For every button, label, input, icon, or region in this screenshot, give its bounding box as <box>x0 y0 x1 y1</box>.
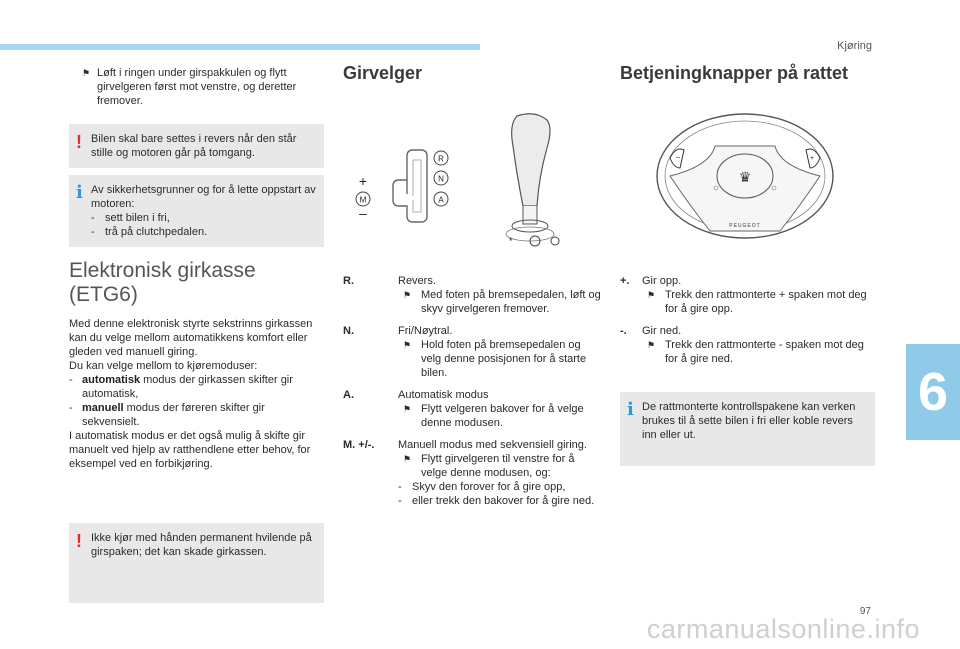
gate-outline <box>393 150 427 222</box>
minus-sign: – <box>359 205 367 221</box>
light-indicator-icon <box>551 237 559 245</box>
list-item: - manuell modus der føreren skifter gir sekvensielt. <box>69 402 265 428</box>
letter-r: R <box>438 154 444 164</box>
info-box-safety: i Av sikkerhetsgrunner og for å lette oppstart av motoren: - sett bilen i fri, - trå på clutchpedalen. <box>69 175 324 247</box>
list-item: - trå på clutchpedalen. <box>91 226 208 238</box>
warning-exclamation-icon: ! <box>76 132 82 152</box>
paddle-definitions <box>620 266 875 466</box>
heading-girvelger: Girvelger <box>343 63 423 83</box>
letter-a: A <box>438 195 444 205</box>
paddle-minus-label: – <box>676 154 680 161</box>
def-row-plus: +. Gir opp. ⚑ Trekk den rattmonterte + spaken mot deg for å gire opp. <box>620 275 867 315</box>
etg6-paragraph: Med denne elektronisk styrte sekstrinns girkassen kan du velge mellom automatikkens komfort eller gleden ved manuell giring. Du kan velge mellom to kjøremoduser: - automatisk modus der girkassen skifter gir automatisk, - manuell modus der føreren skifter gir sekvensielt. I automatisk modus er det også mulig å skifte gir manuelt ved hjelp av ratthendlene etter behov, for eksempel ved en forbikjøring. <box>69 317 324 471</box>
gear-selector-figure <box>347 106 587 256</box>
info-i-icon: i <box>76 182 83 203</box>
def-row-n: N. Fri/Nøytral. ⚑ Hold foten på bremsepedalen og velg denne posisjonen for å starte bilen. <box>343 325 587 379</box>
right-column <box>620 63 875 441</box>
flag-bullet-icon: ⚑ <box>403 454 412 464</box>
flag-bullet-icon: ⚑ <box>403 340 412 350</box>
middle-column <box>343 63 603 507</box>
snowflake-icon: * <box>509 236 513 246</box>
gate-inner <box>413 160 421 212</box>
def-row-minus: -. Gir ned. ⚑ Trekk den rattmonterte - spaken mot deg for å gire ned. <box>620 325 864 365</box>
def-row-r: R. Revers. ⚑ Med foten på bremsepedalen, løft og skyv girvelgeren fremover. <box>343 275 601 315</box>
warning-box-reverse: ! Bilen skal bare settes i revers når den står stille og motoren går på tomgang. <box>69 124 324 168</box>
plus-sign: + <box>358 173 368 189</box>
def-row-a: A. Automatisk modus ⚑ Flytt velgeren bakover for å velge denne modusen. <box>343 389 584 429</box>
wheel-hub <box>670 146 820 231</box>
list-item: - automatisk modus der girkassen skifter gir automatisk, <box>69 374 293 400</box>
warning-exclamation-icon: ! <box>76 531 82 551</box>
flag-bullet-icon: ⚑ <box>403 404 412 414</box>
flag-bullet-icon: ⚑ <box>403 290 412 300</box>
steering-wheel-figure <box>620 106 875 256</box>
brand-text: PEUGEOT <box>729 223 761 229</box>
header-color-bar <box>0 44 480 50</box>
intro-bullet: ⚑ Løft i ringen under girspakkulen og flytt girvelgeren først mot venstre, og deretter fremover. <box>82 67 297 107</box>
watermark: carmanualsonline.info <box>646 614 920 644</box>
info-box-paddles: i De rattmonterte kontrollspakene kan verken brukes til å sette bilen i fri eller koble revers inn eller ut. <box>620 392 875 466</box>
flag-bullet-icon: ⚑ <box>647 340 656 350</box>
info-i-icon: i <box>627 399 634 420</box>
chapter-label: Kjøring <box>837 40 872 52</box>
section-title-etg6: Elektronisk girkasse (ETG6) <box>69 259 256 306</box>
page-number: 97 <box>859 606 871 617</box>
letter-m: M <box>359 195 367 205</box>
def-row-m: M. +/-. Manuell modus med sekvensiell giring. ⚑ Flytt girvelgeren til venstre for å velge denne modusen, og: - Skyv den forover for å gire opp, - eller trekk den bakover for å gire ned. <box>343 439 595 507</box>
warning-box-hand: ! Ikke kjør med hånden permanent hvilende på girspaken; det kan skade girkassen. <box>69 523 324 603</box>
heading-steering-controls: Betjeningknapper på rattet <box>620 63 849 83</box>
lever-shaft <box>523 206 537 224</box>
lever-knob <box>512 114 550 206</box>
list-item: - sett bilen i fri, <box>91 212 170 224</box>
chapter-tab: 6 <box>906 344 960 440</box>
left-column <box>69 66 324 603</box>
gear-definitions <box>343 266 603 508</box>
flag-bullet-icon: ⚑ <box>647 290 656 300</box>
letter-n: N <box>438 174 444 184</box>
paddle-plus-label: + <box>810 155 815 162</box>
flag-bullet-icon: ⚑ <box>82 68 91 78</box>
lion-logo-icon: ♛ <box>738 170 752 186</box>
